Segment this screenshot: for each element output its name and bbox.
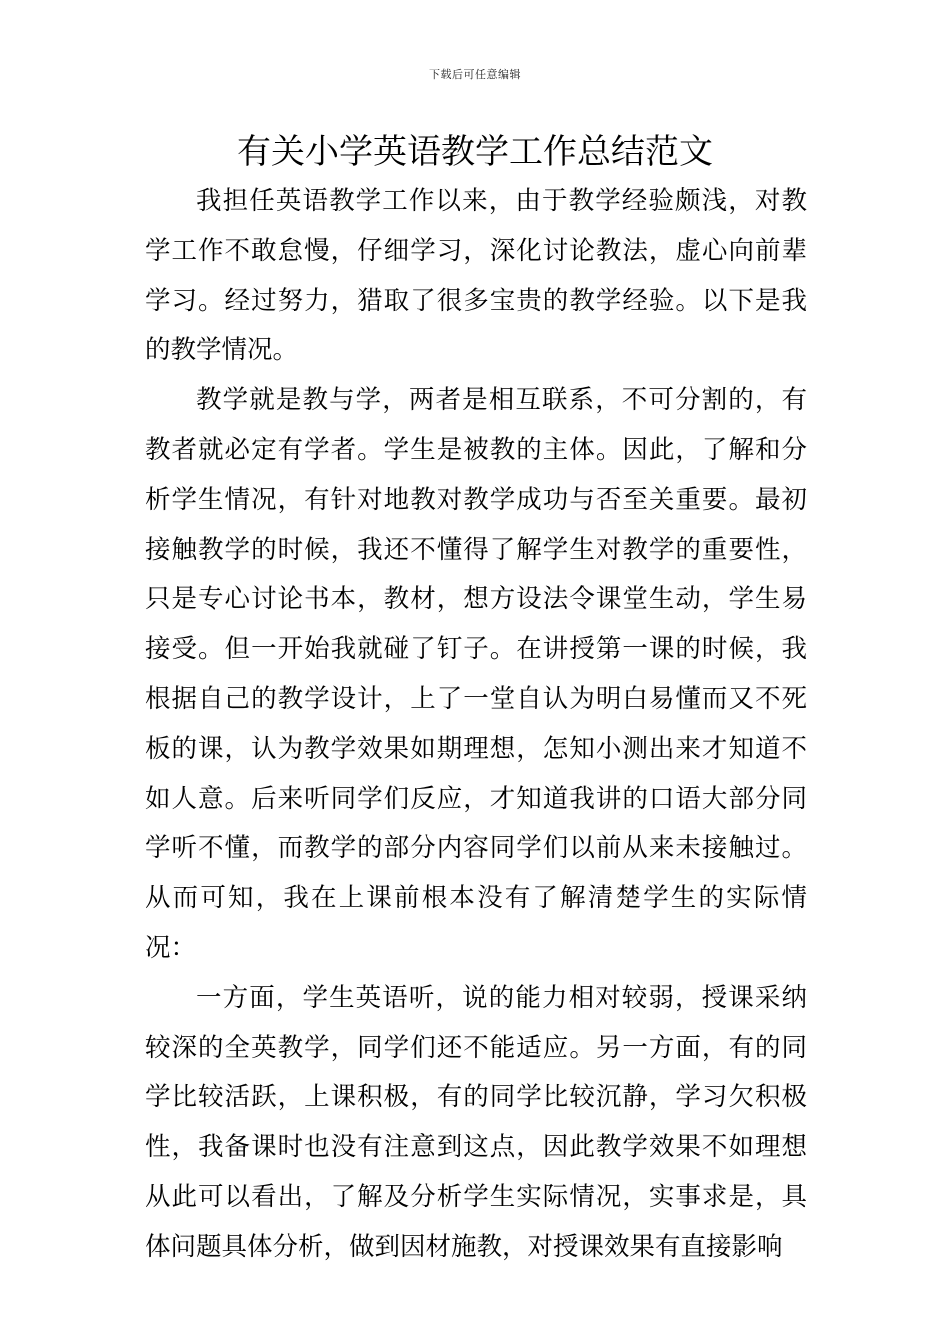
document-body [145,177,807,1273]
paragraph-2: 教学就是教与学，两者是相互联系，不可分割的，有教者就必定有学者。学生是被教的主体。因此，了解和分析学生情况，有针对地教对教学成功与否至关重要。最初接触教学的时候，我还不懂得了解学生对教学的重要性，只是专心讨论书本，教材，想方设法令课堂生动，学生易接受。但一开始我就碰了钉子。在讲授第一课的时候，我根据自己的教学设计，上了一堂自认为明白易懂而又不死板的课，认为教学效果如期理想，怎知小测出来才知道不如人意。后来听同学们反应，才知道我讲的口语大部分同学听不懂，而教学的部分内容同学们以前从来未接触过。从而可知，我在上课前根本没有了解清楚学生的实际情况： [145,385,807,963]
document-title: 有关小学英语教学工作总结范文 [237,132,713,172]
paragraph-1: 我担任英语教学工作以来，由于教学经验颇浅，对教学工作不敢怠慢，仔细学习，深化讨论教法，虚心向前辈学习。经过努力，猎取了很多宝贵的教学经验。以下是我的教学情况。 [145,186,807,366]
paragraph-3: 一方面，学生英语听，说的能力相对较弱，授课采纳较深的全英教学，同学们还不能适应。另一方面，有的同学比较活跃，上课积极，有的同学比较沉静，学习欠积极性，我备课时也没有注意到这点，因此教学效果不如理想从此可以看出，了解及分析学生实际情况，实事求是，具体问题具体分析，做到因材施教，对授课效果有直接影响 [145,982,807,1262]
header-note: 下载后可任意编辑 [429,68,521,81]
